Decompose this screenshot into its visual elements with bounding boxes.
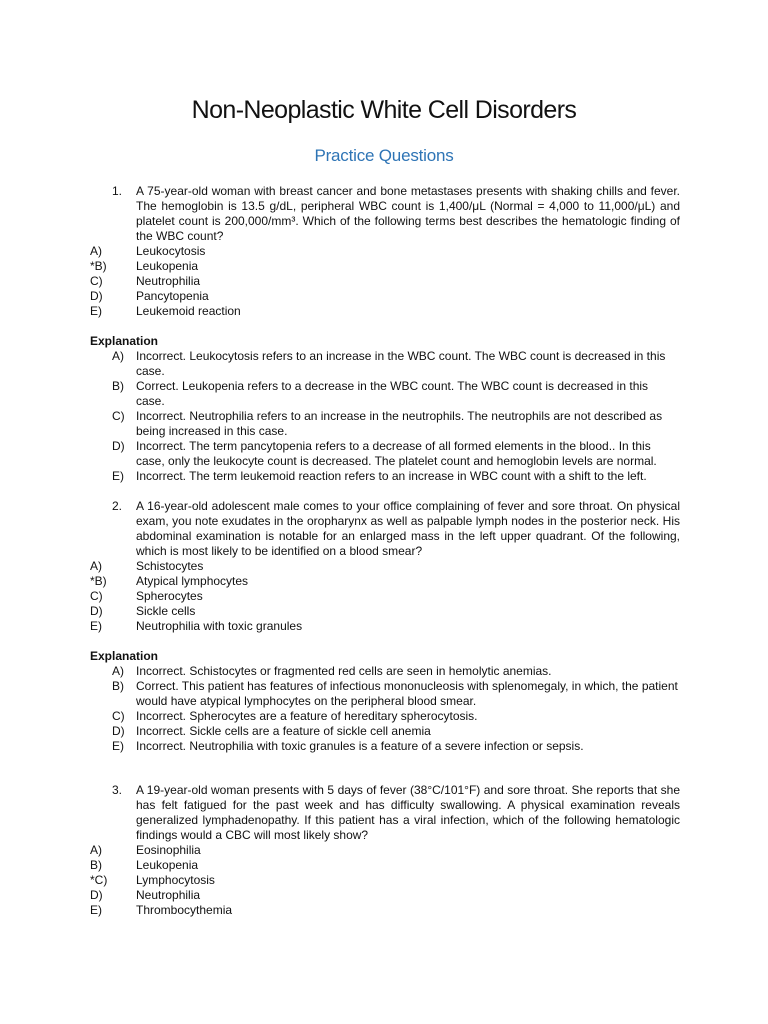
option-label: E) xyxy=(90,903,102,917)
explanation-item xyxy=(90,469,680,484)
question-number: 2. xyxy=(112,499,123,513)
option-text: Schistocytes xyxy=(136,559,204,573)
question-3-stem xyxy=(90,783,680,843)
option-text: Neutrophilia xyxy=(136,274,201,288)
spacer xyxy=(90,754,680,783)
option-text: Thrombocythemia xyxy=(136,903,233,917)
explanation-label: A) xyxy=(112,349,124,363)
option-text: Leukocytosis xyxy=(136,244,206,258)
option-text: Leukemoid reaction xyxy=(136,304,241,318)
option-label: A) xyxy=(90,559,102,573)
option-text: Neutrophilia xyxy=(136,888,201,902)
option-label: E) xyxy=(90,304,102,318)
explanation-label: D) xyxy=(112,724,125,738)
option-label: C) xyxy=(90,274,103,288)
answer-option xyxy=(90,843,680,858)
explanation-label: B) xyxy=(112,679,124,693)
option-text: Pancytopenia xyxy=(136,289,209,303)
explanation-heading: Explanation xyxy=(90,649,159,663)
question-text: A 75-year-old woman with breast cancer and bone metastases presents with shaking chills and fever. The hemoglobin is 13.5 g/dL, peripheral WBC count is 1,400/μL (Normal = 4,000 to 11,000/μL) and platelet count is 200,000/mm³. Which of the following terms best describes the hematologic finding of the WBC count? xyxy=(136,184,680,243)
option-label: *B) xyxy=(90,259,107,273)
questions-content xyxy=(90,184,680,918)
explanation-item xyxy=(90,439,680,469)
explanation-item xyxy=(90,409,680,439)
question-number: 3. xyxy=(112,783,123,797)
option-label: *B) xyxy=(90,574,107,588)
option-text: Eosinophilia xyxy=(136,843,201,857)
page-title: Non-Neoplastic White Cell Disorders xyxy=(191,96,577,124)
option-text: Spherocytes xyxy=(136,589,203,603)
explanation-label: D) xyxy=(112,439,125,453)
explanation-label: C) xyxy=(112,409,125,423)
explanation-text: Incorrect. Sickle cells are a feature of sickle cell anemia xyxy=(136,724,431,738)
option-text: Leukopenia xyxy=(136,858,199,872)
answer-option xyxy=(90,604,680,619)
explanation-label: E) xyxy=(112,739,124,753)
option-label: *C) xyxy=(90,873,108,887)
option-label: B) xyxy=(90,858,102,872)
question-text: A 19-year-old woman presents with 5 days of fever (38°C/101°F) and sore throat. She reports that she has felt fatigued for the past week and has difficulty swallowing. A physical examination reveals generalized lymphadenopathy. If this patient has a viral infection, which of the following hematologic findings would a CBC will most likely show? xyxy=(136,783,680,842)
option-text: Sickle cells xyxy=(136,604,196,618)
option-text: Neutrophilia with toxic granules xyxy=(136,619,303,633)
explanation-item xyxy=(90,679,680,709)
explanation-text: Incorrect. Leukocytosis refers to an increase in the WBC count. The WBC count is decreased in this case. xyxy=(136,349,666,378)
question-number: 1. xyxy=(112,184,123,198)
option-label: A) xyxy=(90,843,102,857)
answer-option xyxy=(90,903,680,918)
question-2-stem xyxy=(90,499,680,559)
answer-option xyxy=(90,274,680,289)
option-label: D) xyxy=(90,888,103,902)
explanation-text: Incorrect. Neutrophilia with toxic granules is a feature of a severe infection or sepsis. xyxy=(136,739,584,753)
page-subtitle: Practice Questions xyxy=(314,146,454,165)
answer-option xyxy=(90,559,680,574)
answer-option xyxy=(90,858,680,873)
option-label: D) xyxy=(90,289,103,303)
answer-option-correct xyxy=(90,259,680,274)
explanation-text: Incorrect. The term pancytopenia refers to a decrease of all formed elements in the blood.. In this case, only the leukocyte count is decreased. The platelet count and hemoglobin levels are normal. xyxy=(136,439,657,468)
answer-option xyxy=(90,289,680,304)
explanation-item xyxy=(90,379,680,409)
explanation-label: A) xyxy=(112,664,124,678)
option-label: D) xyxy=(90,604,103,618)
option-label: E) xyxy=(90,619,102,633)
answer-option xyxy=(90,589,680,604)
explanation-item xyxy=(90,709,680,724)
answer-option xyxy=(90,888,680,903)
answer-option-correct xyxy=(90,574,680,589)
explanation-text: Incorrect. Schistocytes or fragmented red cells are seen in hemolytic anemias. xyxy=(136,664,552,678)
option-text: Lymphocytosis xyxy=(136,873,215,887)
spacer xyxy=(90,484,680,499)
explanation-label: B) xyxy=(112,379,124,393)
explanation-text: Correct. This patient has features of infectious mononucleosis with splenomegaly, in which, the patient would have atypical lymphocytes on the peripheral blood smear. xyxy=(136,679,678,708)
option-label: A) xyxy=(90,244,102,258)
explanation-label: E) xyxy=(112,469,124,483)
explanation-text: Correct. Leukopenia refers to a decrease in the WBC count. The WBC count is decreased in this case. xyxy=(136,379,649,408)
explanation-text: Incorrect. The term leukemoid reaction refers to an increase in WBC count with a shift to the left. xyxy=(136,469,647,483)
explanation-text: Incorrect. Spherocytes are a feature of hereditary spherocytosis. xyxy=(136,709,478,723)
answer-option xyxy=(90,304,680,319)
explanation-item xyxy=(90,739,680,754)
question-text: A 16-year-old adolescent male comes to your office complaining of fever and sore throat. On physical exam, you note exudates in the oropharynx as well as palpable lymph nodes in the posterior neck. His abdominal examination is notable for an enlarged mass in the left upper quadrant. Of the following, which is most likely to be identified on a blood smear? xyxy=(136,499,680,558)
answer-option xyxy=(90,244,680,259)
explanation-item xyxy=(90,724,680,739)
explanation-label: C) xyxy=(112,709,125,723)
option-text: Leukopenia xyxy=(136,259,199,273)
explanation-item xyxy=(90,664,680,679)
question-1-stem xyxy=(90,184,680,244)
answer-option-correct xyxy=(90,873,680,888)
explanation-text: Incorrect. Neutrophilia refers to an increase in the neutrophils. The neutrophils are not described as being increased in this case. xyxy=(136,409,663,438)
explanation-heading: Explanation xyxy=(90,334,159,348)
option-label: C) xyxy=(90,589,103,603)
answer-option xyxy=(90,619,680,634)
explanation-item xyxy=(90,349,680,379)
option-text: Atypical lymphocytes xyxy=(136,574,249,588)
